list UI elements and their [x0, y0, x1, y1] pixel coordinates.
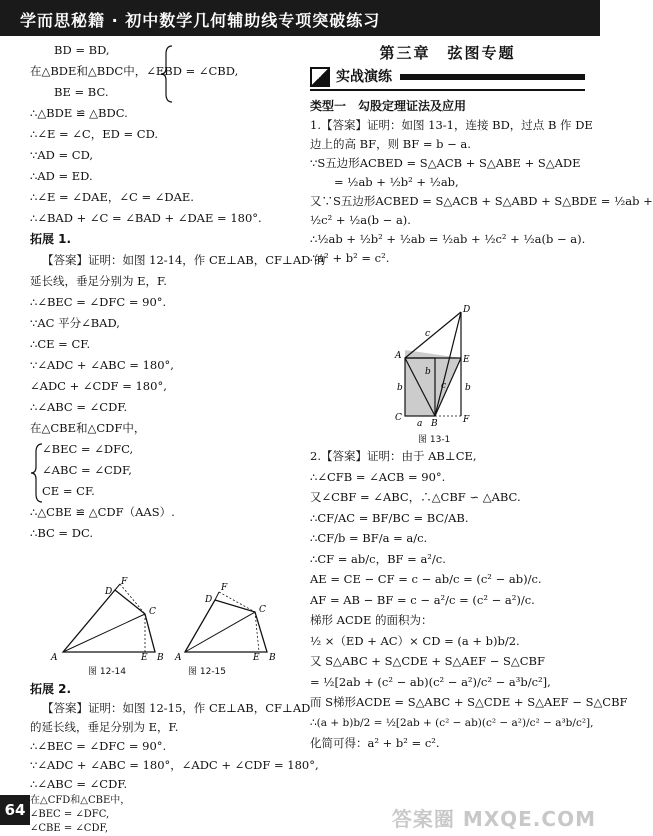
text-line: ∴a² + b² = c².	[310, 251, 390, 265]
left-column-bottom	[30, 794, 300, 836]
text-line: ∴△BDE ≌ △BDC.	[30, 106, 128, 120]
point-label-e: E	[141, 653, 148, 663]
section-title: 实战演练	[336, 68, 392, 85]
text-line: CE = CF.	[42, 484, 95, 498]
brace-icon	[30, 442, 44, 504]
right-column-lower	[310, 446, 628, 754]
text-line: 边上的高 BF，则 BF = b − a.	[310, 137, 471, 151]
text-line: ∠BEC = ∠DFC,	[30, 809, 110, 820]
point-label-b: B	[431, 419, 438, 429]
text-line: ∴BC = DC.	[30, 526, 93, 540]
text-line: BE = BC.	[54, 85, 109, 99]
point-label-f: F	[463, 415, 470, 425]
text-line: ∠CBE = ∠CDF,	[30, 823, 109, 834]
text-line: ∴CF/b = BF/a = a/c.	[310, 531, 428, 545]
section-bar	[310, 65, 585, 91]
text-line: ∴AD = ED.	[30, 169, 93, 183]
point-label-a: A	[51, 653, 58, 663]
figure-caption-12-15: 图 12-15	[188, 667, 227, 677]
extension-2-title: 拓展 2.	[30, 682, 72, 696]
text-line: 的延长线，垂足分别为 E，F.	[30, 720, 179, 734]
figure-caption-12-14: 图 12-14	[88, 667, 127, 677]
page-number: 64	[0, 795, 30, 825]
text-line: ∠BEC = ∠DFC,	[42, 442, 134, 456]
segment-label-a: a	[417, 419, 423, 429]
point-label-c: C	[259, 605, 266, 615]
point-label-d: D	[205, 595, 213, 605]
text-line: 2.【答案】证明：由于 AB⊥CE,	[310, 449, 477, 463]
text-line: ∴∠BEC = ∠DFC = 90°.	[30, 739, 167, 753]
segment-label-b: b	[425, 367, 431, 377]
text-line: 梯形 ACDE 的面积为：	[310, 613, 433, 627]
text-line: 又 S△ABC + S△CDE + S△AEF − S△CBF	[310, 654, 545, 668]
figure-12-15	[174, 583, 276, 663]
text-line: ∴△CBE ≌ △CDF（AAS）.	[30, 505, 175, 519]
text-line: ½c² + ½a(b − a).	[310, 213, 411, 227]
text-line: ∴(a + b)b/2 = ½[2ab + (c² − ab)(c² − a²)/c² − a³b/c²],	[310, 716, 594, 729]
section-divider	[400, 74, 585, 80]
text-line: ∴∠E = ∠DAE，∠C = ∠DAE.	[30, 190, 194, 204]
text-line: 又∠CBF = ∠ABC，∴△CBF ∽ △ABC.	[310, 490, 521, 504]
right-column	[310, 40, 653, 268]
point-label-b: B	[157, 653, 164, 663]
section-icon	[310, 67, 330, 87]
type-title: 类型一 勾股定理证法及应用	[310, 99, 467, 113]
figure-13-1	[385, 300, 485, 432]
header-title: 学而思秘籍 · 初中数学几何辅助线专项突破练习	[20, 11, 381, 30]
text-line: 而 S梯形ACDE = S△ABC + S△CDE + S△AEF − S△CBF	[310, 695, 628, 709]
text-line: ∴∠ABC = ∠CDF.	[30, 400, 128, 414]
point-label-c: C	[149, 607, 156, 617]
text-line: AF = AB − BF = c − a²/c = (c² − a²)/c.	[310, 592, 535, 607]
page-header	[0, 0, 600, 36]
point-label-c: C	[395, 413, 402, 423]
text-line: 【答案】证明：如图 12-15，作 CE⊥AB，CF⊥AD	[42, 701, 311, 715]
text-line: ∴CF/AC = BF/BC = BC/AB.	[310, 510, 469, 525]
segment-label-c: c	[441, 381, 447, 391]
text-line: ∵AC 平分∠BAD,	[30, 316, 120, 330]
text-line: 在△CFD和△CBE中，	[30, 795, 131, 806]
point-label-a: A	[395, 351, 402, 361]
text-line: ∵AD = CD,	[30, 148, 94, 162]
left-column	[30, 40, 326, 544]
text-line: 在△CBE和△CDF中，	[30, 421, 146, 435]
text-line: ∵∠ADC + ∠ABC = 180°,	[30, 358, 174, 372]
point-label-a: A	[175, 653, 182, 663]
text-line: ∴CF = ab/c，BF = a²/c.	[310, 551, 446, 566]
figure-12-14	[50, 577, 164, 663]
text-line: ∴½ab + ½b² + ½ab = ½ab + ½c² + ½a(b − a).	[310, 232, 586, 246]
watermark: 答案圈 MXQE.COM	[391, 807, 596, 831]
figures-12-14-12-15	[45, 577, 295, 663]
text-line: ½ ×（ED + AC）× CD = (a + b)b/2.	[310, 633, 520, 648]
text-line: ∴CE = CF.	[30, 337, 91, 351]
text-line: AE = CE − CF = c − ab/c = (c² − ab)/c.	[310, 572, 542, 586]
text-line: ∵∠ADC + ∠ABC = 180°，∠ADC + ∠CDF = 180°,	[30, 758, 319, 772]
text-line: 延长线，垂足分别为 E，F.	[30, 274, 167, 288]
extension-1-title: 拓展 1.	[30, 232, 72, 246]
text-line: ∠ABC = ∠CDF,	[42, 463, 132, 477]
text-line: = ½[2ab + (c² − ab)(c² − a²)/c² − a³b/c²],	[310, 674, 551, 689]
text-line: ∴∠BEC = ∠DFC = 90°.	[30, 295, 167, 309]
text-line: ∴∠BAD + ∠C = ∠BAD + ∠DAE = 180°.	[30, 211, 262, 225]
text-line: 化简可得：a² + b² = c².	[310, 736, 440, 750]
point-label-b: B	[269, 653, 276, 663]
point-label-f: F	[221, 583, 228, 593]
segment-label-b: b	[465, 383, 471, 393]
text-line: ∴∠E = ∠C，ED = CD.	[30, 127, 159, 141]
text-line: 1.【答案】证明：如图 13-1，连接 BD，过点 B 作 DE	[310, 118, 593, 132]
text-line: ∠ADC + ∠CDF = 180°,	[30, 379, 167, 393]
text-line: ∵S五边形ACBED = S△ACB + S△ABE + S△ADE	[310, 156, 581, 170]
segment-label-c: c	[425, 329, 431, 339]
text-line: 【答案】证明：如图 12-14，作 CE⊥AB，CF⊥AD 的	[42, 253, 326, 267]
point-label-e: E	[463, 355, 470, 365]
segment-label-b: b	[397, 383, 403, 393]
left-column-lower	[30, 680, 319, 794]
point-label-f: F	[121, 577, 128, 587]
brace-icon	[160, 44, 174, 104]
text-line: 又∵S五边形ACBED = S△ACB + S△ABD + S△BDE = ½ab +	[310, 194, 653, 208]
chapter-title: 第三章 弦图专题	[379, 44, 516, 62]
text-line: ∴∠CFB = ∠ACB = 90°.	[310, 469, 446, 484]
point-label-e: E	[253, 653, 260, 663]
text-line: ∴∠ABC = ∠CDF.	[30, 777, 128, 791]
text-line: BD = BD,	[54, 43, 110, 57]
figure-caption-13-1: 图 13-1	[418, 435, 451, 445]
point-label-d: D	[463, 305, 471, 315]
point-label-d: D	[105, 587, 113, 597]
text-line: = ½ab + ½b² + ½ab,	[334, 175, 459, 189]
text-line: 在△BDE和△BDC中，∠EBD = ∠CBD,	[30, 64, 239, 78]
